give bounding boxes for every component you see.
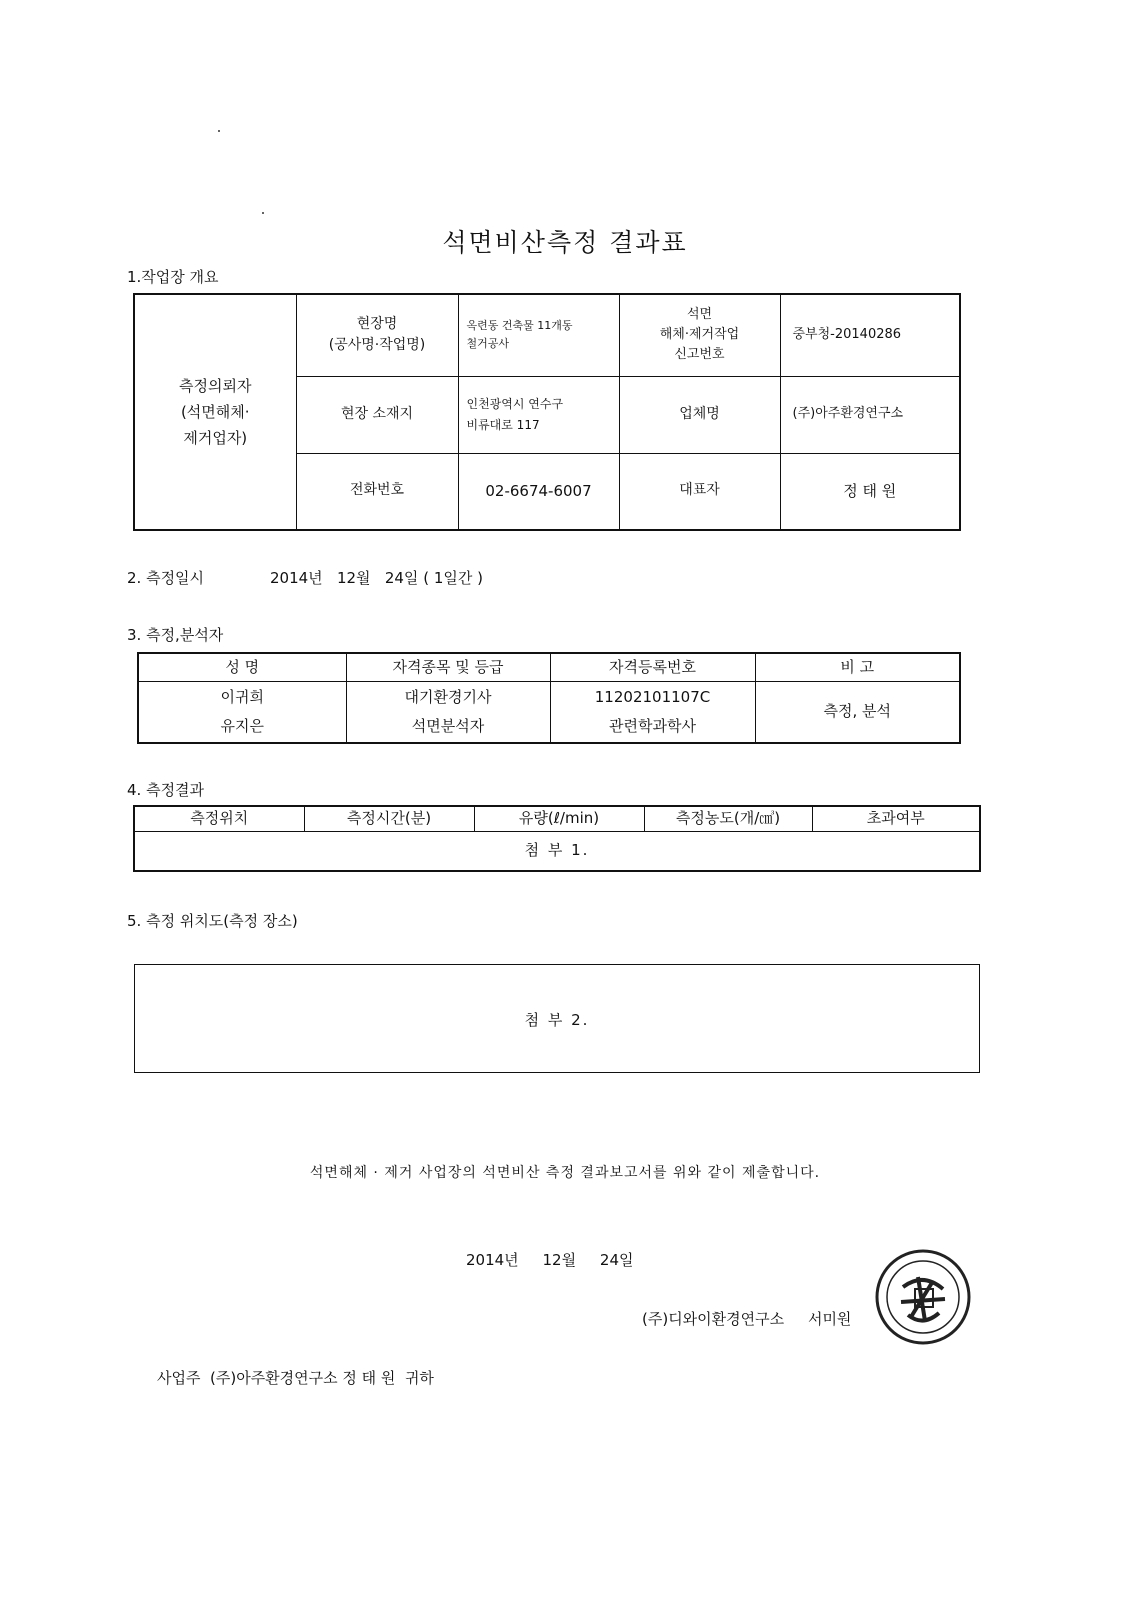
header-registration: 자격등록번호 [550, 653, 755, 681]
site-overview-table [133, 293, 961, 531]
header-name: 성 명 [138, 653, 346, 681]
map-attachment: 첨 부 2. [524, 1011, 590, 1029]
analyst-remark: 측정, 분석 [755, 681, 960, 743]
header-qualification: 자격종목 및 등급 [346, 653, 550, 681]
requester-label: 측정의뢰자 (석면해체· 제거업자) [134, 294, 296, 530]
seal-stamp-icon [873, 1247, 973, 1347]
section3-heading: 3. 측정,분석자 [127, 626, 224, 644]
page-title: 석면비산측정 결과표 [442, 228, 688, 257]
scan-speck [262, 212, 264, 214]
header-remark: 비 고 [755, 653, 960, 681]
section1-heading: 1.작업장 개요 [127, 268, 219, 286]
header-location: 측정위치 [134, 806, 304, 831]
section5-heading: 5. 측정 위치도(측정 장소) [127, 912, 298, 930]
section4-heading: 4. 측정결과 [127, 781, 205, 799]
site-address-value: 인천광역시 연수구 비류대로 117 [458, 376, 619, 453]
site-name-label: 현장명 (공사명·작업명) [296, 294, 458, 376]
section2-heading: 2. 측정일시 [127, 569, 205, 587]
ceo-label: 대표자 [619, 453, 780, 530]
header-exceedance: 초과여부 [812, 806, 980, 831]
analysts-table [137, 652, 961, 744]
signer-name: (주)디와이환경연구소 서미원 [642, 1310, 852, 1328]
analyst-qualifications: 대기환경기사 석면분석자 [346, 681, 550, 743]
site-name-value: 옥련동 건축물 11개동 철거공사 [458, 294, 619, 376]
header-flow: 유량(ℓ/min) [474, 806, 644, 831]
company-label: 업체명 [619, 376, 780, 453]
location-map-box [134, 964, 980, 1073]
report-no-label: 석면 해체·제거작업 신고번호 [619, 294, 780, 376]
ceo-value: 정 태 원 [780, 453, 960, 530]
site-address-label: 현장 소재지 [296, 376, 458, 453]
phone-label: 전화번호 [296, 453, 458, 530]
header-duration: 측정시간(분) [304, 806, 474, 831]
report-no-value: 중부청-20140286 [780, 294, 960, 376]
company-value: (주)아주환경연구소 [780, 376, 960, 453]
results-table [133, 805, 981, 872]
analyst-registrations: 11202101107C 관련학과학사 [550, 681, 755, 743]
analyst-names: 이귀희 유지은 [138, 681, 346, 743]
submission-date: 2014년 12월 24일 [466, 1251, 634, 1269]
measurement-date: 2014년 12월 24일 ( 1일간 ) [270, 569, 483, 587]
addressee: 사업주 (주)아주환경연구소 정 태 원 귀하 [157, 1369, 434, 1387]
submission-statement: 석면해체 · 제거 사업장의 석면비산 측정 결과보고서를 위와 같이 제출합니다. [309, 1165, 821, 1181]
header-concentration: 측정농도(개/㎤) [644, 806, 812, 831]
results-attachment: 첨 부 1. [134, 831, 980, 871]
scan-speck [218, 130, 220, 132]
phone-value: 02-6674-6007 [458, 453, 619, 530]
